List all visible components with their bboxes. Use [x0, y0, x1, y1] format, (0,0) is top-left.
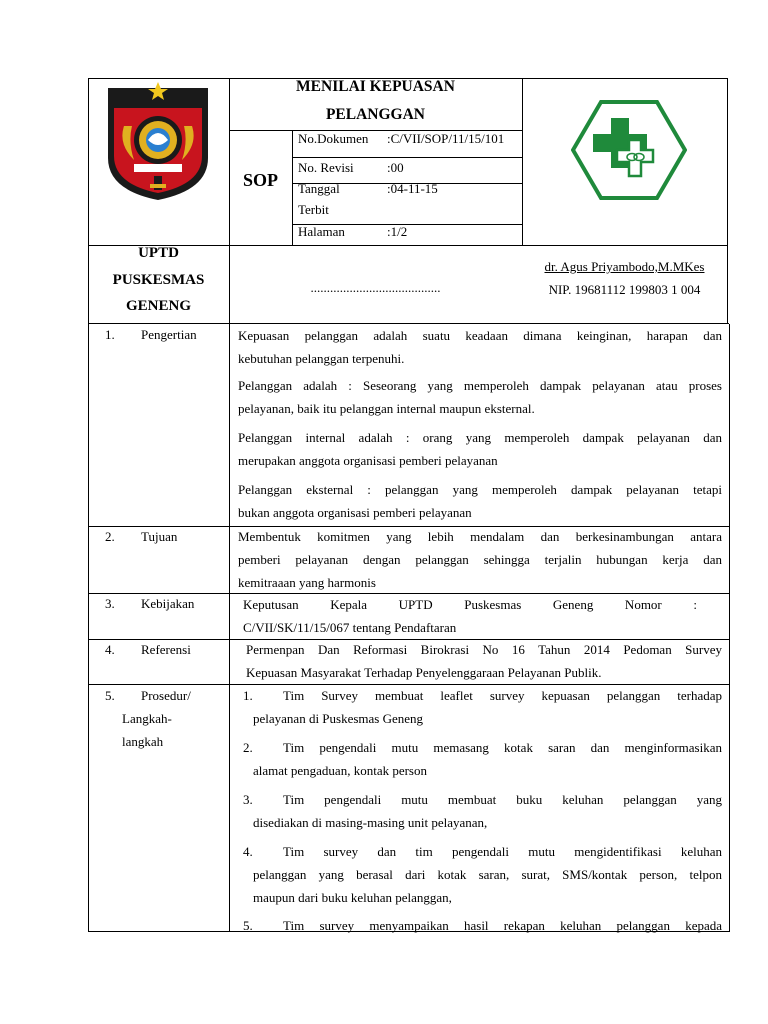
step-text: alamat pengaduan, kontak person: [253, 763, 427, 778]
meta-label-issue-date: Tanggal: [298, 181, 340, 196]
meta-label-doc-number: No.Dokumen: [298, 131, 369, 146]
section-number: 2.: [105, 529, 115, 544]
section-label: langkah: [122, 734, 164, 749]
step-text: Tim survey menyampaikan hasil rekapan keluhan pelanggan kepada: [283, 918, 722, 933]
section-label: Prosedur/: [141, 688, 191, 703]
section-paragraph: Keputusan Kepala UPTD Puskesmas Geneng Nomor : C/VII/SK/11/15/067 tentang Pendaftaran: [243, 597, 697, 635]
meta-label-revision: No. Revisi: [298, 160, 354, 175]
section-label: Referensi: [141, 642, 191, 657]
signer-nip: NIP. 19681112 199803 1 004: [548, 282, 701, 297]
section-number: 1.: [105, 327, 115, 342]
section-paragraph: Permenpan Dan Reformasi Birokrasi No 16 Tahun 2014 Pedoman Survey Kepuasan Masyarakat Terhadap Penyelenggaraan Pelayanan Publik.: [246, 642, 722, 680]
puskesmas-logo: [571, 100, 687, 200]
unit-name-line-2: PUSKESMAS: [112, 272, 205, 288]
meta-label-issue-date-2: Terbit: [298, 202, 329, 217]
sop-title-line-2: PELANGGAN: [325, 106, 426, 123]
section-paragraph: Pelanggan internal adalah : orang yang memperoleh dampak pelayanan dan merupakan anggota organisasi pemberi pelayanan: [238, 430, 722, 468]
sop-title-line-1: MENILAI KEPUASAN: [296, 78, 455, 95]
step-text: Tim pengendali mutu memasang kotak saran dan menginformasikan: [283, 740, 722, 755]
section-number: 4.: [105, 642, 115, 657]
section-paragraph: Membentuk komitmen yang lebih mendalam dan berkesinambungan antara pemberi pelayanan dengan pelanggan sehingga terjalin hubungan kerja dan kemitraaan yang harmonis: [238, 529, 722, 590]
sop-label: SOP: [242, 170, 278, 190]
meta-value-revision: :00: [387, 160, 404, 175]
step-number: 5.: [243, 918, 253, 933]
regency-coat-of-arms-logo: [104, 78, 212, 202]
step-number: 4.: [243, 844, 253, 859]
section-paragraph: Pelanggan adalah : Seseorang yang memperoleh dampak pelayanan atau proses pelayanan, baik itu pelanggan internal maupun eksternal.: [238, 378, 722, 416]
meta-value-doc-number: :C/VII/SOP/11/15/101: [387, 131, 505, 146]
section-number: 3.: [105, 596, 115, 611]
step-number: 1.: [243, 688, 253, 703]
meta-value-issue-date: :04-11-15: [387, 181, 438, 196]
section-paragraph: Pelanggan eksternal : pelanggan yang memperoleh dampak pelayanan tetapi bukan anggota organisasi pemberi pelayanan: [238, 482, 722, 520]
signer-name: dr. Agus Priyambodo,M.MKes: [544, 259, 705, 274]
step-number: 3.: [243, 792, 253, 807]
step-text: Tim survey dan tim pengendali mutu mengidentifikasi keluhan: [283, 844, 722, 859]
step-number: 2.: [243, 740, 253, 755]
step-text: Tim Survey membuat leaflet survey kepuasan pelanggan terhadap: [283, 688, 722, 703]
section-label: Langkah-: [122, 711, 172, 726]
step-text: disediakan di masing-masing unit pelayanan,: [253, 815, 488, 830]
meta-value-page: :1/2: [387, 224, 408, 239]
step-text: pelanggan yang berasal dari kotak saran, surat, SMS/kontak person, telpon maupun dari buku keluhan pelanggan,: [253, 867, 722, 905]
unit-name-line-1: UPTD: [138, 245, 179, 261]
step-text: pelayanan di Puskesmas Geneng: [253, 711, 424, 726]
step-text: Tim pengendali mutu membuat buku keluhan pelanggan yang: [283, 792, 722, 807]
section-number: 5.: [105, 688, 115, 703]
section-label: Pengertian: [141, 327, 197, 342]
unit-name-line-3: GENENG: [125, 298, 191, 314]
signature-placeholder: ........................................: [310, 280, 441, 295]
meta-label-page: Halaman: [298, 224, 345, 239]
section-label: Tujuan: [141, 529, 178, 544]
section-paragraph: Kepuasan pelanggan adalah suatu keadaan dimana keinginan, harapan dan kebutuhan pelanggan terpenuhi.: [238, 328, 722, 366]
section-label: Kebijakan: [141, 596, 195, 611]
